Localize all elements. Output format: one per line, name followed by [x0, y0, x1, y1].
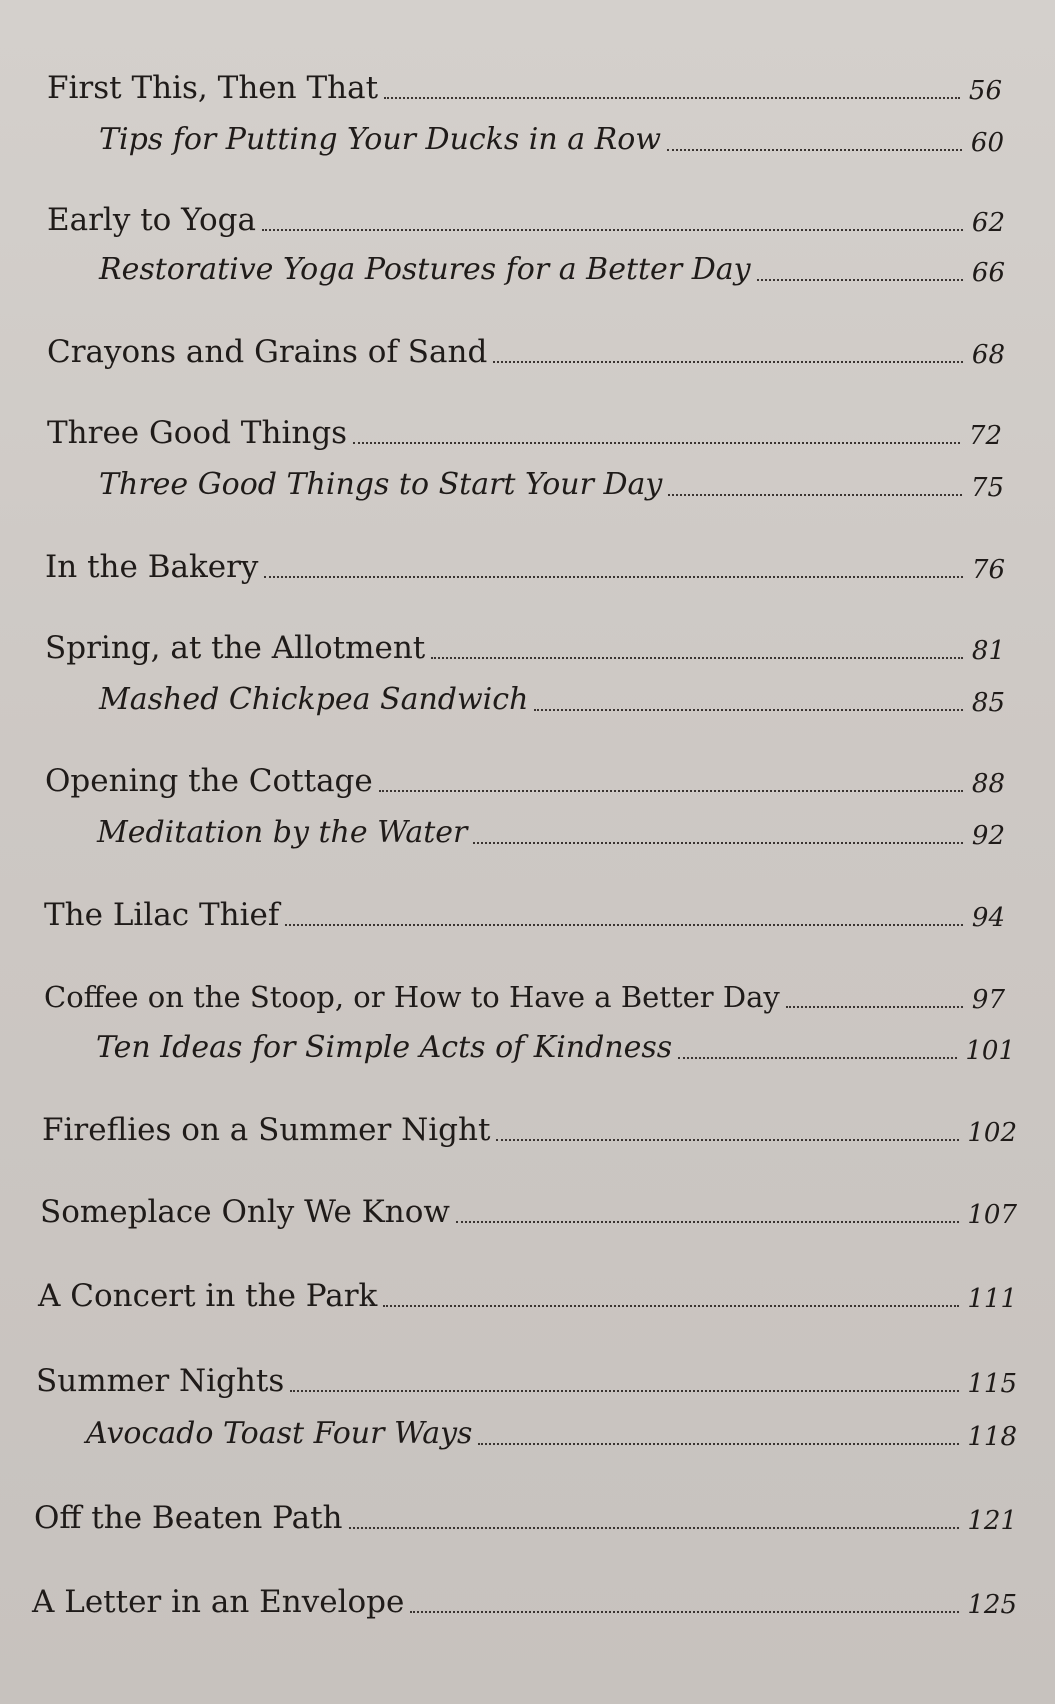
toc-entry — [45, 541, 1005, 587]
toc-entry-page: 72 — [968, 421, 1002, 451]
dot-leader — [353, 442, 960, 444]
toc-entry-title: Early to Yoga — [47, 202, 256, 238]
toc-entry — [44, 971, 1005, 1017]
toc-entry-page: 94 — [971, 903, 1005, 933]
toc-entry-page: 97 — [971, 985, 1005, 1015]
dot-leader — [786, 1006, 963, 1008]
dot-leader — [456, 1221, 959, 1223]
toc-entry-title: A Letter in an Envelope — [32, 1584, 405, 1620]
toc-entry — [32, 1576, 1017, 1622]
toc-entry-title: Restorative Yoga Postures for a Better Day — [99, 252, 751, 287]
toc-entry-page: 62 — [971, 208, 1005, 238]
toc-entry — [99, 244, 1005, 290]
toc-entry — [42, 1104, 1017, 1150]
toc-entry — [96, 1022, 1015, 1068]
toc-entry — [99, 114, 1004, 160]
dot-leader — [431, 657, 963, 659]
dot-leader — [285, 924, 963, 926]
toc-entry-page: 88 — [971, 769, 1005, 799]
dot-leader — [478, 1443, 959, 1445]
dot-leader — [678, 1057, 957, 1059]
toc-entry-page: 101 — [965, 1036, 1015, 1066]
toc-entry-title: The Lilac Thief — [44, 897, 280, 933]
dot-leader — [496, 1139, 959, 1141]
dot-leader — [290, 1390, 959, 1392]
toc-entry — [34, 1492, 1017, 1538]
toc-entry — [86, 1408, 1017, 1454]
toc-entry-page: 66 — [971, 258, 1005, 288]
toc-entry-title: Spring, at the Allotment — [45, 630, 426, 666]
toc-entry — [99, 459, 1004, 505]
toc-entry — [38, 1270, 1017, 1316]
dot-leader — [384, 97, 960, 99]
dot-leader — [534, 709, 963, 711]
toc-entry-title: Meditation by the Water — [97, 815, 468, 850]
dot-leader — [668, 494, 962, 496]
toc-entry-page: 76 — [971, 555, 1005, 585]
dot-leader — [493, 361, 963, 363]
toc-entry — [99, 674, 1005, 720]
toc-entry-page: 68 — [971, 340, 1005, 370]
toc-entry — [47, 326, 1005, 372]
toc-entry-page: 118 — [967, 1422, 1017, 1452]
toc-entry — [97, 807, 1005, 853]
dot-leader — [262, 229, 963, 231]
toc-entry-page: 75 — [970, 473, 1004, 503]
toc-entry — [44, 889, 1005, 935]
dot-leader — [410, 1611, 959, 1613]
toc-entry-page: 115 — [967, 1369, 1017, 1399]
toc-entry-page: 111 — [967, 1284, 1017, 1314]
dot-leader — [383, 1305, 959, 1307]
toc-entry-page: 121 — [967, 1506, 1017, 1536]
dot-leader — [667, 149, 962, 151]
toc-entry — [47, 194, 1005, 240]
toc-entry-page: 81 — [971, 636, 1005, 666]
toc-entry-title: Three Good Things — [47, 415, 348, 451]
toc-entry-title: A Concert in the Park — [38, 1278, 378, 1314]
dot-leader — [379, 790, 963, 792]
toc-entry-title: Fireflies on a Summer Night — [42, 1112, 491, 1148]
toc-entry-title: Avocado Toast Four Ways — [86, 1416, 473, 1451]
toc-entry-title: Coffee on the Stoop, or How to Have a Better Day — [44, 980, 780, 1014]
toc-entry-page: 107 — [967, 1200, 1017, 1230]
dot-leader — [757, 279, 963, 281]
toc-entry — [45, 622, 1005, 668]
toc-entry-title: Opening the Cottage — [45, 763, 373, 799]
toc-entry-title: Mashed Chickpea Sandwich — [99, 682, 529, 717]
toc-entry — [40, 1186, 1017, 1232]
toc-entry-title: Tips for Putting Your Ducks in a Row — [99, 122, 662, 157]
toc-entry-title: First This, Then That — [47, 70, 379, 106]
toc-entry-page: 56 — [968, 76, 1002, 106]
toc-entry-title: Someplace Only We Know — [40, 1194, 450, 1230]
toc-entry-page: 102 — [967, 1118, 1017, 1148]
toc-entry — [47, 407, 1002, 453]
dot-leader — [264, 576, 963, 578]
toc-entry-title: Crayons and Grains of Sand — [47, 334, 488, 370]
toc-entry — [36, 1355, 1017, 1401]
toc-entry-page: 85 — [971, 688, 1005, 718]
dot-leader — [349, 1527, 960, 1529]
toc-entry-title: Ten Ideas for Simple Acts of Kindness — [96, 1030, 673, 1065]
toc-entry-title: Summer Nights — [36, 1363, 285, 1399]
toc-entry-title: Off the Beaten Path — [34, 1500, 343, 1536]
toc-entry — [45, 755, 1005, 801]
toc-entry-title: In the Bakery — [45, 549, 259, 585]
toc-entry-page: 60 — [970, 128, 1004, 158]
toc-entry-title: Three Good Things to Start Your Day — [99, 467, 663, 502]
toc-entry — [47, 62, 1002, 108]
dot-leader — [473, 842, 963, 844]
toc-entry-page: 125 — [967, 1590, 1017, 1620]
toc-entry-page: 92 — [971, 821, 1005, 851]
